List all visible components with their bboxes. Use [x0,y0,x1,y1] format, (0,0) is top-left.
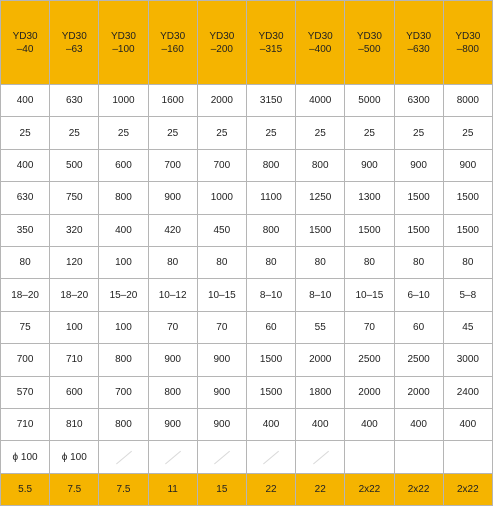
footer-cell: 15 [197,474,246,506]
footer-cell: 2x22 [443,474,492,506]
table-cell: 350 [1,214,50,246]
table-cell: 55 [296,311,345,343]
table-cell [394,441,443,474]
table-cell: 1500 [246,344,295,376]
footer-cell: 2x22 [345,474,394,506]
table-cell: 25 [148,117,197,149]
table-cell: 1300 [345,182,394,214]
table-cell: 8–10 [246,279,295,311]
table-cell: 70 [345,311,394,343]
table-cell: 25 [197,117,246,149]
table-cell: 1500 [394,182,443,214]
table-cell: 1100 [246,182,295,214]
table-cell: 80 [394,247,443,279]
table-cell [148,441,197,474]
table-cell: 3000 [443,344,492,376]
table-cell: 2000 [197,85,246,117]
table-cell [197,441,246,474]
table-row [1,279,493,311]
table-cell: 450 [197,214,246,246]
table-cell: 10–15 [345,279,394,311]
table-cell: 400 [345,409,394,441]
table-cell: 400 [394,409,443,441]
table-row [1,409,493,441]
table-row [1,247,493,279]
table-cell: 630 [1,182,50,214]
table-cell: 800 [148,376,197,408]
table-cell: 1000 [197,182,246,214]
table-cell: 120 [50,247,99,279]
table-row [1,117,493,149]
col-header-5 [246,1,295,85]
table-cell: 1500 [394,214,443,246]
table-cell: 80 [197,247,246,279]
table-cell: 25 [296,117,345,149]
footer-row [1,474,493,506]
table-cell: 400 [443,409,492,441]
table-cell: 570 [1,376,50,408]
table-cell: 70 [148,311,197,343]
table-cell: 900 [443,149,492,181]
col-header-3 [148,1,197,85]
col-model: YD30 [209,30,235,42]
col-model: YD30 [12,30,38,42]
table-cell: 25 [394,117,443,149]
table-cell [443,441,492,474]
col-model: YD30 [160,30,186,42]
col-header-7 [345,1,394,85]
footer-cell: 22 [296,474,345,506]
table-cell [246,441,295,474]
table-cell: 630 [50,85,99,117]
footer-cell: 11 [148,474,197,506]
footer-cell: 7.5 [50,474,99,506]
table-cell: 900 [197,409,246,441]
table-cell: 800 [99,182,148,214]
table-cell: 1500 [246,376,295,408]
table-body [1,85,493,474]
footer-cell: 5.5 [1,474,50,506]
table-cell: 45 [443,311,492,343]
table-cell: 2400 [443,376,492,408]
col-variant: –100 [112,43,135,55]
table-row [1,149,493,181]
table-cell: 600 [99,149,148,181]
table-cell: 25 [345,117,394,149]
table-cell [296,441,345,474]
table-cell: 700 [197,149,246,181]
table-cell: 750 [50,182,99,214]
table-row [1,182,493,214]
table-cell: 100 [99,311,148,343]
table-cell: 80 [296,247,345,279]
table-cell: 2500 [394,344,443,376]
table-cell: 100 [99,247,148,279]
table-cell: 60 [394,311,443,343]
table-cell: 1500 [296,214,345,246]
table-cell: 800 [246,149,295,181]
table-cell: 400 [296,409,345,441]
col-model: YD30 [455,30,481,42]
table-cell: 800 [99,409,148,441]
col-variant: –500 [358,43,381,55]
table-cell: 80 [1,247,50,279]
table-cell: 10–15 [197,279,246,311]
table-cell: 700 [1,344,50,376]
table-cell: 70 [197,311,246,343]
table-cell: 700 [99,376,148,408]
table-cell: 2000 [296,344,345,376]
table-cell: 800 [296,149,345,181]
table-cell: 6–10 [394,279,443,311]
table-cell: ϕ 100 [1,441,50,474]
table-cell: 75 [1,311,50,343]
table-cell: 810 [50,409,99,441]
col-variant: –630 [407,43,430,55]
col-header-1 [50,1,99,85]
table-cell: 900 [148,182,197,214]
table-cell: 4000 [296,85,345,117]
table-cell: 2000 [345,376,394,408]
header-row [1,1,493,85]
table-cell: 8–10 [296,279,345,311]
col-variant: –40 [16,43,34,55]
table-cell [345,441,394,474]
table-cell: 1600 [148,85,197,117]
table-cell: 60 [246,311,295,343]
col-model: YD30 [307,30,333,42]
footer-cell: 22 [246,474,295,506]
table-row [1,85,493,117]
table-cell: 1800 [296,376,345,408]
table-cell: 320 [50,214,99,246]
table-cell: 18–20 [1,279,50,311]
table-cell: ϕ 100 [50,441,99,474]
col-variant: –400 [309,43,332,55]
table-cell: 400 [1,85,50,117]
table-cell: 15–20 [99,279,148,311]
table-cell: 800 [246,214,295,246]
table-cell: 2500 [345,344,394,376]
table-cell: 400 [246,409,295,441]
table-row [1,344,493,376]
table-cell: 6300 [394,85,443,117]
footer-cell: 7.5 [99,474,148,506]
table-row [1,311,493,343]
col-variant: –800 [456,43,479,55]
col-header-9 [443,1,492,85]
table-cell: 25 [246,117,295,149]
table-cell: 18–20 [50,279,99,311]
col-header-2 [99,1,148,85]
table-cell: 25 [50,117,99,149]
table-cell: 80 [443,247,492,279]
table-cell: 1250 [296,182,345,214]
table-cell: 400 [99,214,148,246]
table-cell: 100 [50,311,99,343]
col-variant: –315 [259,43,283,55]
col-header-8 [394,1,443,85]
table-cell: 400 [1,149,50,181]
col-header-4 [197,1,246,85]
table-cell: 5000 [345,85,394,117]
col-variant: –63 [65,43,83,55]
table-cell: 5–8 [443,279,492,311]
table-cell: 1000 [99,85,148,117]
table-cell: 900 [345,149,394,181]
table-cell: 8000 [443,85,492,117]
footer-cell: 2x22 [394,474,443,506]
table-cell: 420 [148,214,197,246]
table-cell: 25 [1,117,50,149]
table-cell: 710 [1,409,50,441]
table-row [1,214,493,246]
table-cell: 500 [50,149,99,181]
table-cell: 3150 [246,85,295,117]
table-row [1,441,493,474]
table-cell: 1500 [345,214,394,246]
col-model: YD30 [258,30,284,42]
col-variant: –200 [210,43,233,55]
table-cell: 80 [148,247,197,279]
table-cell [99,441,148,474]
table-cell: 600 [50,376,99,408]
table-row [1,376,493,408]
col-header-0 [1,1,50,85]
col-model: YD30 [406,30,432,42]
table-cell: 10–12 [148,279,197,311]
table-cell: 2000 [394,376,443,408]
table-cell: 710 [50,344,99,376]
table-cell: 80 [345,247,394,279]
table-cell: 900 [197,376,246,408]
col-model: YD30 [61,30,87,42]
table-cell: 800 [99,344,148,376]
col-header-6 [296,1,345,85]
table-cell: 900 [148,344,197,376]
table-cell: 900 [197,344,246,376]
col-model: YD30 [110,30,136,42]
table-cell: 80 [246,247,295,279]
table-cell: 900 [148,409,197,441]
table-cell: 900 [394,149,443,181]
table-cell: 25 [443,117,492,149]
table-cell: 25 [99,117,148,149]
table-cell: 1500 [443,214,492,246]
col-model: YD30 [356,30,382,42]
table-cell: 1500 [443,182,492,214]
table-cell: 700 [148,149,197,181]
col-variant: –160 [161,43,184,55]
